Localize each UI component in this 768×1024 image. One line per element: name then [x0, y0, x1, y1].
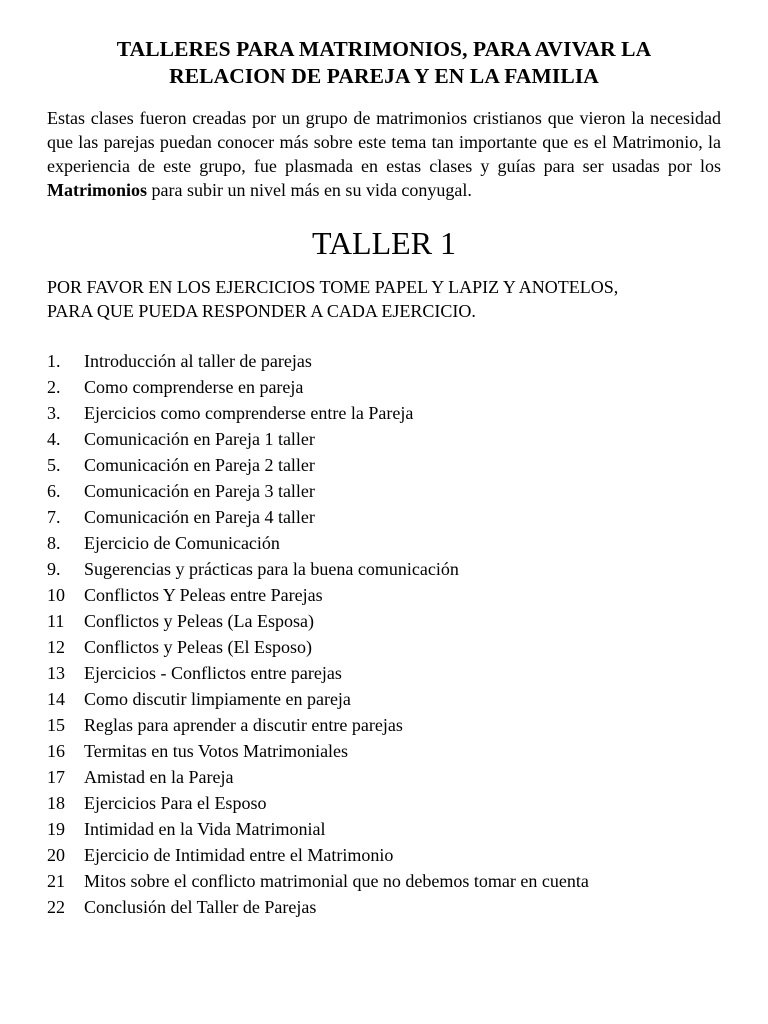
list-item-text: Ejercicios Para el Esposo — [84, 793, 267, 813]
list-item-text: Ejercicio de Comunicación — [84, 533, 280, 553]
list-item-number: 6. — [47, 481, 61, 501]
workshop-list — [47, 348, 721, 920]
list-item-text: Sugerencias y prácticas para la buena comunicación — [84, 559, 459, 579]
list-item-text: Como comprenderse en pareja — [84, 377, 304, 397]
list-item-number: 17 — [47, 767, 65, 787]
list-item — [47, 634, 721, 660]
list-item-text: Conflictos Y Peleas entre Parejas — [84, 585, 323, 605]
list-item-text: Ejercicio de Intimidad entre el Matrimonio — [84, 845, 394, 865]
list-item — [47, 816, 721, 842]
list-item-number: 7. — [47, 507, 61, 527]
document-page — [47, 36, 721, 920]
list-item-text: Conflictos y Peleas (La Esposa) — [84, 611, 314, 631]
list-item-text: Ejercicios - Conflictos entre parejas — [84, 663, 342, 683]
instruction-line-1: POR FAVOR EN LOS EJERCICIOS TOME PAPEL Y LAPIZ Y ANOTELOS, — [47, 277, 619, 297]
list-item-text: Conclusión del Taller de Parejas — [84, 897, 317, 917]
list-item-number: 2. — [47, 377, 61, 397]
list-item-number: 1. — [47, 351, 61, 371]
intro-paragraph — [47, 106, 721, 202]
list-item-number: 15 — [47, 715, 65, 735]
list-item — [47, 582, 721, 608]
list-item-number: 12 — [47, 637, 65, 657]
document-title — [47, 36, 721, 90]
list-item — [47, 426, 721, 452]
list-item — [47, 374, 721, 400]
list-item-number: 19 — [47, 819, 65, 839]
list-item-number: 16 — [47, 741, 65, 761]
list-item — [47, 608, 721, 634]
list-item-number: 14 — [47, 689, 65, 709]
list-item — [47, 400, 721, 426]
list-item-number: 13 — [47, 663, 65, 683]
list-item — [47, 842, 721, 868]
list-item-text: Ejercicios como comprenderse entre la Pareja — [84, 403, 414, 423]
list-item-number: 8. — [47, 533, 61, 553]
intro-text-end: para subir un nivel más en su vida conyugal. — [146, 180, 472, 200]
section-title: TALLER 1 — [311, 225, 457, 261]
list-item — [47, 712, 721, 738]
list-item — [47, 504, 721, 530]
list-item — [47, 764, 721, 790]
instruction-paragraph — [47, 275, 721, 323]
document-title-line-1: TALLERES PARA MATRIMONIOS, PARA AVIVAR LA — [116, 37, 652, 61]
list-item-number: 21 — [47, 871, 65, 891]
list-item-text: Introducción al taller de parejas — [84, 351, 312, 371]
intro-bold-word: Matrimonios — [47, 180, 147, 200]
list-item — [47, 452, 721, 478]
list-item-number: 18 — [47, 793, 65, 813]
list-item — [47, 686, 721, 712]
list-item-number: 10 — [47, 585, 65, 605]
list-item-number: 11 — [47, 611, 65, 631]
list-item-text: Mitos sobre el conflicto matrimonial que no debemos tomar en cuenta — [84, 871, 589, 891]
list-item-text: Reglas para aprender a discutir entre parejas — [84, 715, 403, 735]
list-item — [47, 660, 721, 686]
list-item-number: 4. — [47, 429, 61, 449]
list-item-text: Comunicación en Pareja 1 taller — [84, 429, 315, 449]
intro-text-start: Estas clases fueron creadas por un grupo de matrimonios cristianos que vieron la necesidad que las parejas puedan conocer más sobre este tema tan importante que es el Matrimonio, la experiencia de este grupo, fue plasmada en estas clases y guías para ser usadas por los — [47, 108, 721, 176]
list-item-text: Conflictos y Peleas (El Esposo) — [84, 637, 312, 657]
list-item — [47, 348, 721, 374]
list-item — [47, 894, 721, 920]
list-item-number: 5. — [47, 455, 61, 475]
list-item-number: 3. — [47, 403, 61, 423]
list-item — [47, 738, 721, 764]
instruction-line-2: PARA QUE PUEDA RESPONDER A CADA EJERCICIO. — [47, 301, 476, 321]
document-title-line-2: RELACION DE PAREJA Y EN LA FAMILIA — [169, 64, 599, 88]
list-item-text: Como discutir limpiamente en pareja — [84, 689, 351, 709]
list-item-number: 22 — [47, 897, 65, 917]
list-item — [47, 530, 721, 556]
list-item-text: Termitas en tus Votos Matrimoniales — [84, 741, 349, 761]
list-item — [47, 556, 721, 582]
list-item-text: Comunicación en Pareja 3 taller — [84, 481, 315, 501]
list-item-number: 20 — [47, 845, 65, 865]
list-item-text: Intimidad en la Vida Matrimonial — [84, 819, 326, 839]
list-item-text: Comunicación en Pareja 2 taller — [84, 455, 315, 475]
list-item — [47, 868, 721, 894]
list-item — [47, 790, 721, 816]
list-item-text: Amistad en la Pareja — [84, 767, 234, 787]
list-item — [47, 478, 721, 504]
list-item-number: 9. — [47, 559, 61, 579]
list-item-text: Comunicación en Pareja 4 taller — [84, 507, 315, 527]
